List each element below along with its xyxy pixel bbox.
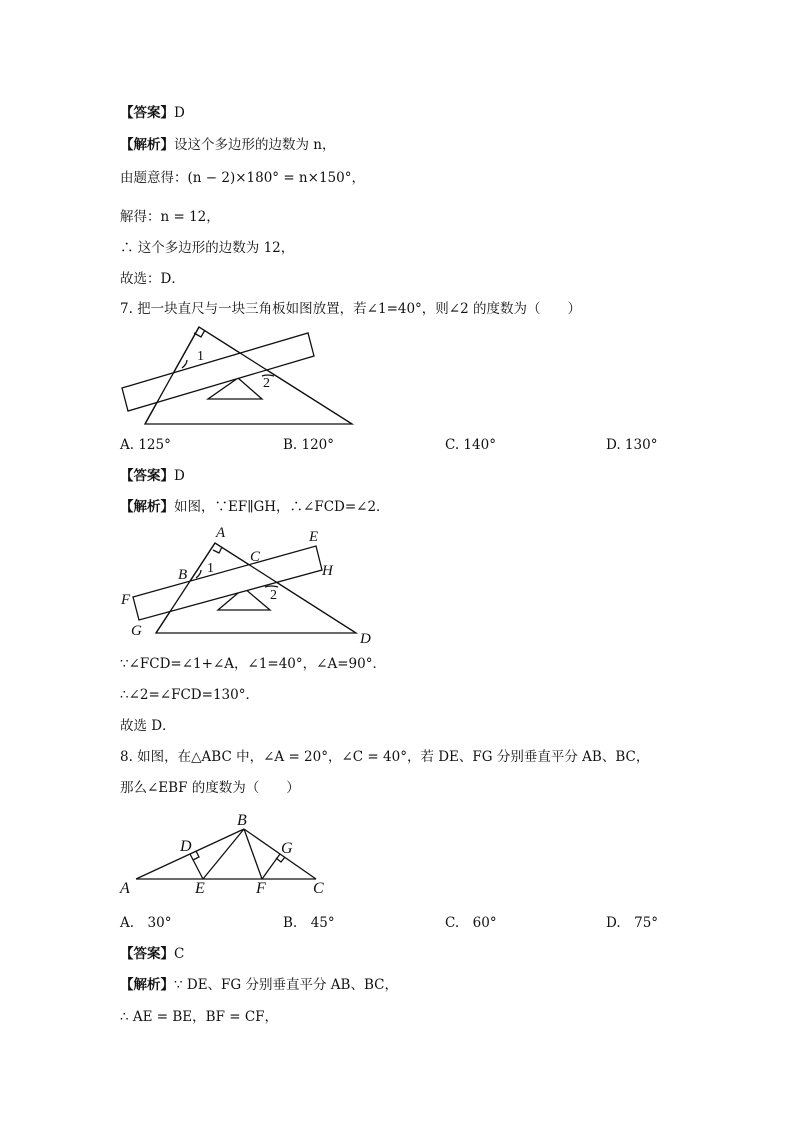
answer-line [120,945,184,963]
point-label: G [131,623,142,639]
point-label: B [237,812,247,829]
answer-value: D [174,105,185,121]
answer-tag: 【答案】 [120,946,174,962]
answer-value: D [174,468,185,484]
answer-line [120,104,185,122]
question-7-figure [0,320,794,440]
angle-label-1: 1 [207,561,214,576]
analysis-line: ∴ AE = BE，BF = CF， [120,1009,279,1025]
angle-2-arc [265,586,278,587]
option-b: B. 120° [283,437,335,453]
analysis-line: 解得：n = 12， [120,209,220,225]
question-8-stem: 8. 如图，在△ABC 中，∠A = 20°，∠C = 40°，若 DE、FG 分别垂直平分 AB、BC， [120,749,650,765]
answer-tag: 【答案】 [120,468,174,484]
point-label: C [250,549,261,565]
analysis-line: ∵∠FCD=∠1+∠A，∠1=40°，∠A=90°． [120,656,386,672]
analysis-text: 如图，∵EF∥GH，∴∠FCD=∠2． [174,499,390,515]
analysis-line [120,136,336,154]
segment-be [203,829,244,879]
segment-bf [244,829,262,879]
option-a: A. 30° [120,915,172,931]
analysis-line: ∴∠2=∠FCD=130°． [120,687,259,703]
option-a: A. 125° [120,437,171,453]
analysis-tag: 【解析】 [120,137,174,153]
analysis-line: ∴ 这个多边形的边数为 12， [120,240,295,256]
analysis-line: 故选 D． [120,718,176,734]
analysis-text: 设这个多边形的边数为 n， [174,137,336,153]
analysis-tag: 【解析】 [120,499,174,515]
question-7-analysis-figure [0,520,794,650]
angle-label-2: 2 [270,588,277,603]
angle-1-arc [182,360,187,368]
point-label: D [180,838,192,855]
point-label: G [281,840,293,857]
analysis-line [120,498,390,516]
point-label: D [360,631,371,647]
point-label: A [216,525,226,541]
option-c: C. 60° [445,915,497,931]
point-label: B [178,567,188,583]
segment-fg [262,854,280,879]
analysis-line: 由题意得：(n − 2)×180° = n×150°， [120,170,365,186]
option-d: D. 75° [606,915,659,931]
option-b: B. 45° [283,915,335,931]
question-7-stem: 7. 把一块直尺与一块三角板如图放置，若∠1=40°，则∠2 的度数为（ ） [120,301,582,317]
answer-tag: 【答案】 [120,105,174,121]
right-angle-mark [213,547,222,553]
answer-value: C [174,946,185,962]
point-label: H [322,563,333,579]
answer-line [120,467,185,485]
ruler-outline [133,546,322,620]
analysis-tag: 【解析】 [120,977,174,993]
analysis-text: ∵ DE、FG 分别垂直平分 AB、BC， [174,977,398,993]
analysis-line: 故选：D． [120,271,185,287]
question-8-figure [0,805,794,895]
point-label: E [309,529,319,545]
analysis-line [120,976,398,994]
point-label: F [121,592,131,608]
point-label: F [256,880,266,897]
question-8-stem-2: 那么∠EBF 的度数为（ ） [120,780,300,796]
option-d: D. 130° [606,437,658,453]
point-label: C [313,880,324,897]
angle-label-1: 1 [197,349,204,364]
point-label: A [120,880,130,897]
point-label: E [195,880,205,897]
angle-label-2: 2 [263,376,270,391]
option-c: C. 140° [445,437,496,453]
